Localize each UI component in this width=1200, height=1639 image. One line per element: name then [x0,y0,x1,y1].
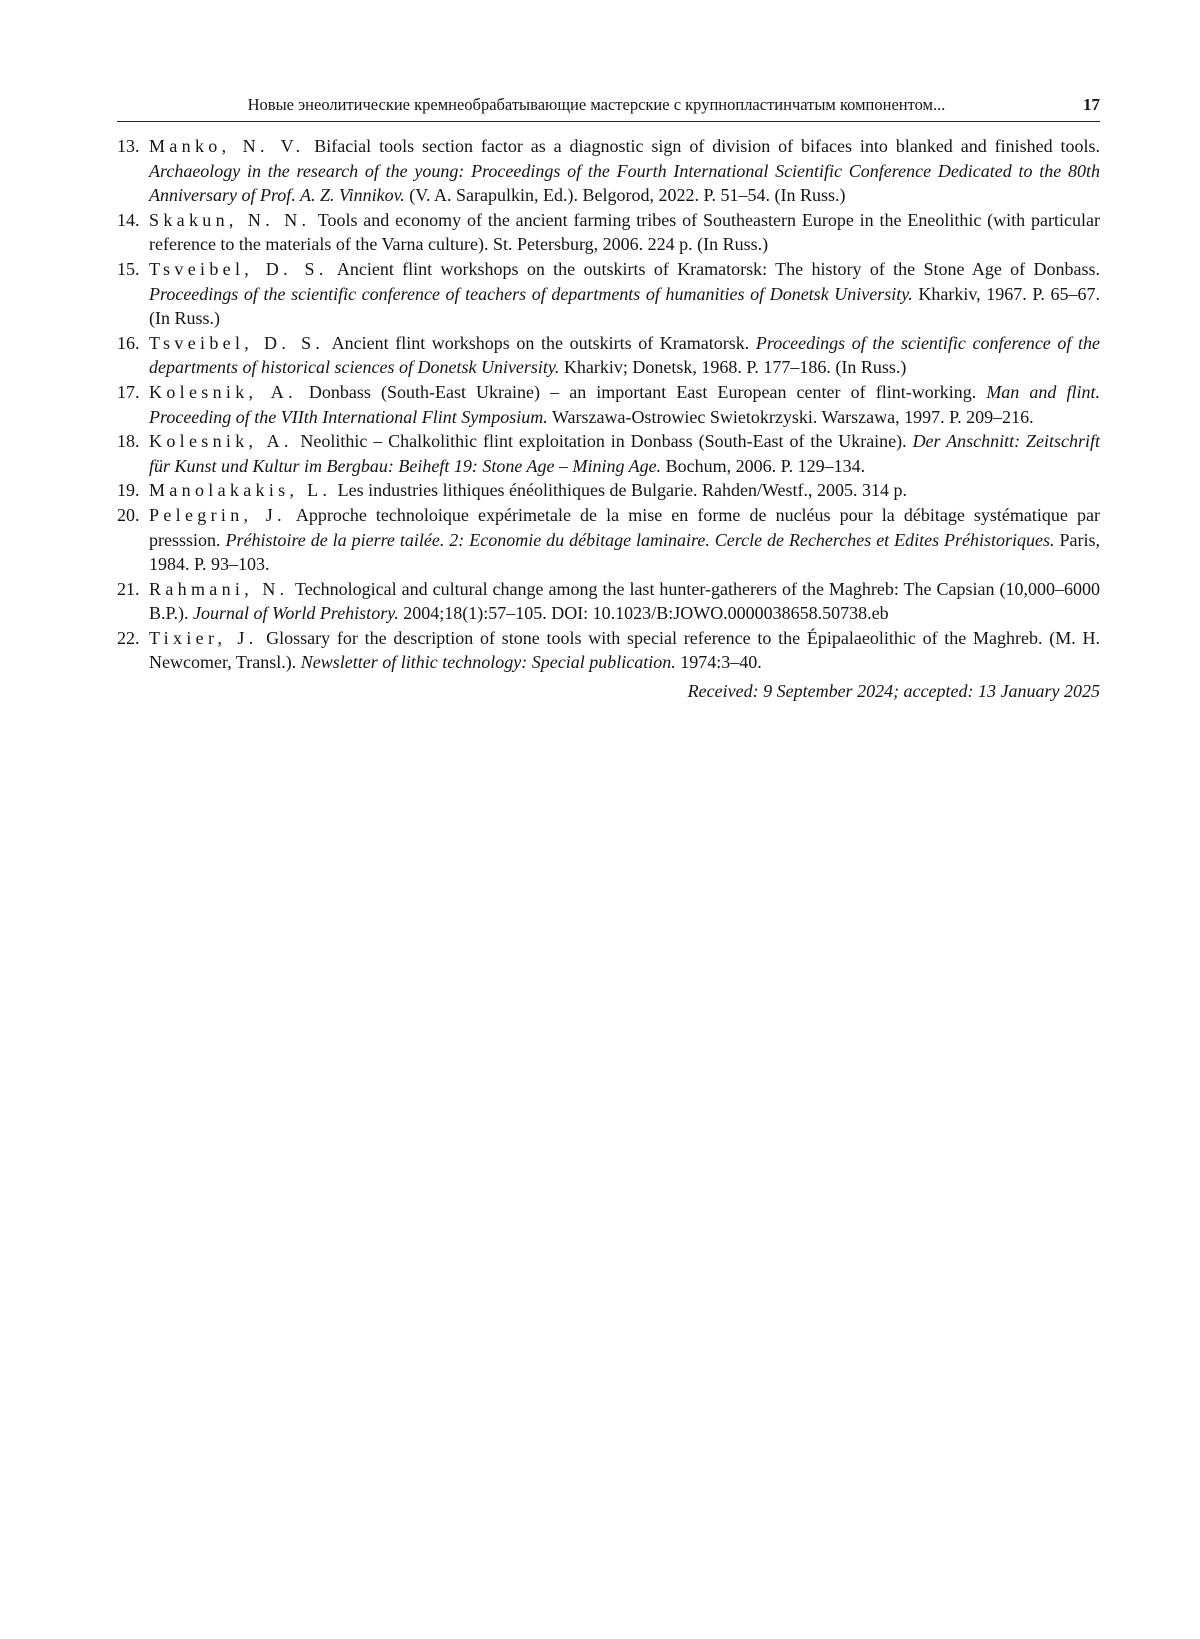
reference-text [149,380,1100,429]
received-accepted-dates: Received: 9 September 2024; accepted: 13 January 2025 [687,681,1100,702]
reference-text [149,429,1100,478]
reference-segment: Bochum, 2006. P. 129–134. [661,455,866,476]
reference-segment: Neolithic – Chalkolithic flint exploitation in Donbass (South-East of the Ukraine). [300,431,913,452]
reference-segment: Kharkiv; Donetsk, 1968. P. 177–186. (In Russ.) [559,357,907,378]
reference-author: Kolesnik, A. [149,431,293,452]
reference-number: 13. [117,136,140,156]
reference-number: 19. [117,480,140,501]
running-head [117,92,1100,122]
reference-segment: Donbass (South-East Ukraine) – an important East European center of flint-working. [308,381,987,402]
reference-number: 17. [117,381,140,402]
reference-segment: Paris, 1984. P. 93–103. [149,529,1101,575]
reference-item [117,134,1100,208]
reference-text [149,208,1100,257]
reference-item [117,208,1100,257]
reference-text [149,134,1100,208]
reference-number: 18. [117,431,140,452]
page-number: 17 [1083,95,1100,114]
reference-number: 15. [117,258,140,279]
reference-author: Manko, N. V. [149,136,305,156]
reference-item [117,257,1100,331]
reference-item [117,380,1100,429]
reference-item [117,503,1100,577]
reference-segment: Warszawa-Ostrowiec Swietokrzyski. Warszawa, 1997. P. 209–216. [547,406,1034,427]
reference-item [117,577,1100,626]
reference-segment: 1974:3–40. [675,652,762,673]
reference-text [149,331,1100,380]
reference-source-italic: Préhistoire de la pierre tailée. 2: Economie du débitage laminaire. Cercle de Recherches et Edites Préhistoriques. [225,529,1055,550]
reference-author: Manolakakis, L. [149,480,332,501]
reference-author: Pelegrin, J. [149,504,286,525]
reference-list [117,134,1100,675]
reference-item [117,478,1100,503]
reference-source-italic: Proceedings of the scientific conference of the departments of historical sciences of Donetsk University. [149,332,1100,378]
reference-item [117,626,1100,675]
reference-item [117,429,1100,478]
reference-segment: Bifacial tools section factor as a diagnostic sign of division of bifaces into blanked and finished tools. [314,136,1101,156]
reference-segment: Kharkiv, 1967. P. 65–67. (In Russ.) [149,283,1100,329]
reference-item [117,331,1100,380]
reference-author: Rahmani, N. [149,578,289,599]
reference-number: 16. [117,332,140,353]
reference-segment: Les industries lithiques énéolithiques de Bulgarie. Rahden/Westf., 2005. 314 p. [337,480,908,501]
reference-number: 21. [117,578,140,599]
reference-segment: Approche technoloique expérimetale de la mise en forme de nucléus pour la débitage systématique par presssion. [149,504,1100,550]
reference-number: 20. [117,504,140,525]
reference-source-italic: Archaeology in the research of the young: Proceedings of the Fourth International Scientific Conference Dedicated to the 80th Anniversary of Prof. A. Z. Vinnikov. [149,160,1100,206]
reference-source-italic: Journal of World Prehistory. [193,603,399,624]
reference-source-italic: Der Anschnitt: Zeitschrift für Kunst und Kultur im Bergbau: Beiheft 19: Stone Age – Mining Age. [149,431,1100,476]
reference-author: Tsveibel, D. S. [149,258,328,279]
reference-segment: Ancient flint workshops on the outskirts of Kramatorsk. [331,332,756,353]
reference-author: Kolesnik, A. [149,381,297,402]
reference-author: Tixier, J. [149,627,258,648]
reference-segment: Ancient flint workshops on the outskirts of Kramatorsk: The history of the Stone Age of Donbass. [336,258,1100,279]
running-head-title: Новые энеолитические кремнеобрабатывающие мастерские с крупнопластинчатым компонентом... [247,95,946,114]
reference-source-italic: Man and flint. Proceeding of the VIIth International Flint Symposium. [149,381,1101,427]
reference-text [149,626,1100,675]
reference-text [149,257,1100,331]
reference-source-italic: Proceedings of the scientific conference of teachers of departments of humanities of Donetsk University. [149,283,913,304]
document-page [117,92,1100,703]
reference-text [149,478,1100,503]
reference-segment: Technological and cultural change among the last hunter-gatherers of the Maghreb: The Capsian (10,000–6000 B.P.). [149,578,1100,624]
reference-number: 14. [117,209,140,230]
reference-author: Skakun, N. N. [149,209,311,230]
reference-text [149,577,1100,626]
reference-segment: Tools and economy of the ancient farming tribes of Southeastern Europe in the Eneolithic (with particular reference to the materials of the Varna culture). St. Petersburg, 2006. 224 p. (In Russ.) [149,209,1100,255]
reference-segment: (V. A. Sarapulkin, Ed.). Belgorod, 2022. P. 51–54. (In Russ.) [404,185,846,206]
reference-text [149,503,1100,577]
reference-number: 22. [117,627,140,648]
reference-segment: Glossary for the description of stone tools with special reference to the Épipalaeolithic of the Maghreb. (M. H. Newcomer, Transl.). [149,627,1100,673]
reference-source-italic: Newsletter of lithic technology: Special publication. [300,652,676,673]
reference-segment: 2004;18(1):57–105. DOI: 10.1023/B:JOWO.0000038658.50738.eb [398,603,889,624]
reference-author: Tsveibel, D. S. [149,332,325,353]
